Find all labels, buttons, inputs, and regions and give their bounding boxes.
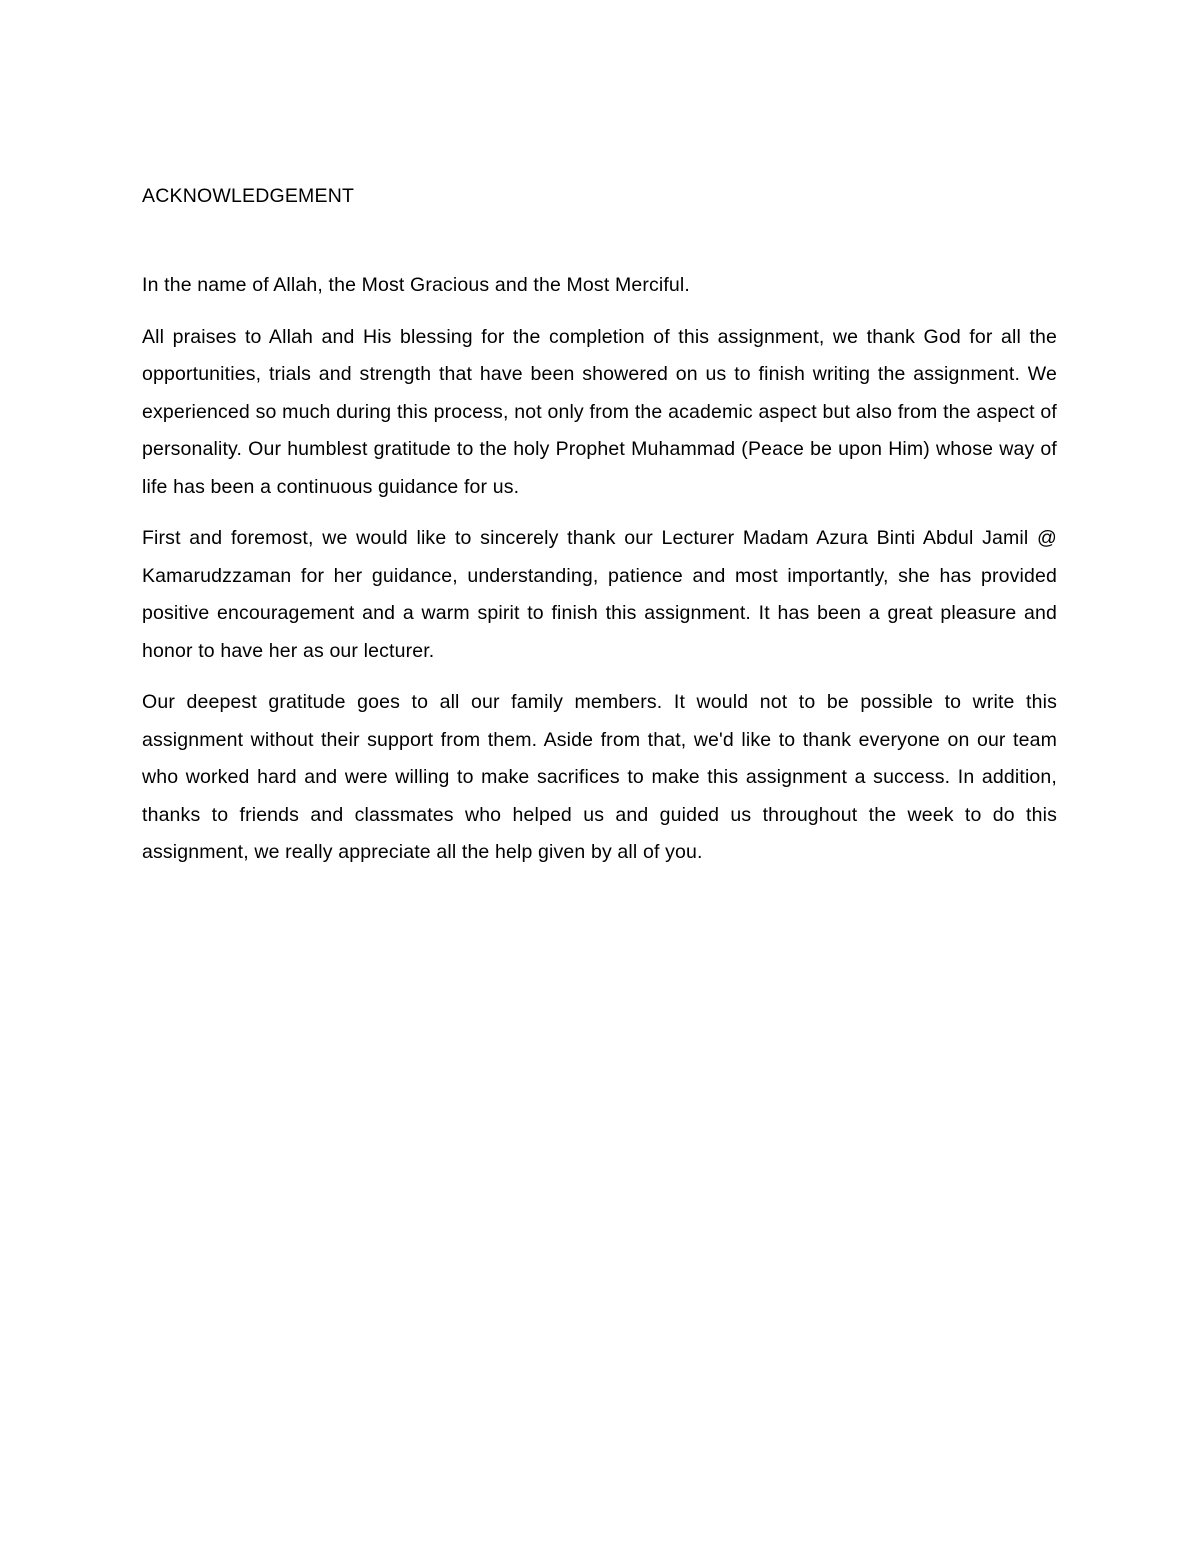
document-body xyxy=(142,183,1057,886)
paragraph-basmala: In the name of Allah, the Most Gracious and the Most Merciful. xyxy=(142,274,690,296)
document-heading: ACKNOWLEDGEMENT xyxy=(142,185,355,207)
paragraph-praises: All praises to Allah and His blessing for the completion of this assignment, we thank God for all the opportunities, trials and strength that have been showered on us to finish writing the assignment. We experienced so much during this process, not only from the academic aspect but also from the aspect of personality. Our humblest gratitude to the holy Prophet Muhammad (Peace be upon Him) whose way of life has been a continuous guidance for us. xyxy=(142,325,1057,498)
paragraph-lecturer-thanks: First and foremost, we would like to sincerely thank our Lecturer Madam Azura Binti Abdul Jamil @ Kamarudzzaman for her guidance, understanding, patience and most importantly, she has provided positive encouragement and a warm spirit to finish this assignment. It has been a great pleasure and honor to have her as our lecturer. xyxy=(142,527,1057,662)
paragraph-family-thanks: Our deepest gratitude goes to all our family members. It would not to be possible to write this assignment without their support from them. Aside from that, we'd like to thank everyone on our team who worked hard and were willing to make sacrifices to make this assignment a success. In addition, thanks to friends and classmates who helped us and guided us throughout the week to do this assignment, we really appreciate all the help given by all of you. xyxy=(142,691,1057,863)
